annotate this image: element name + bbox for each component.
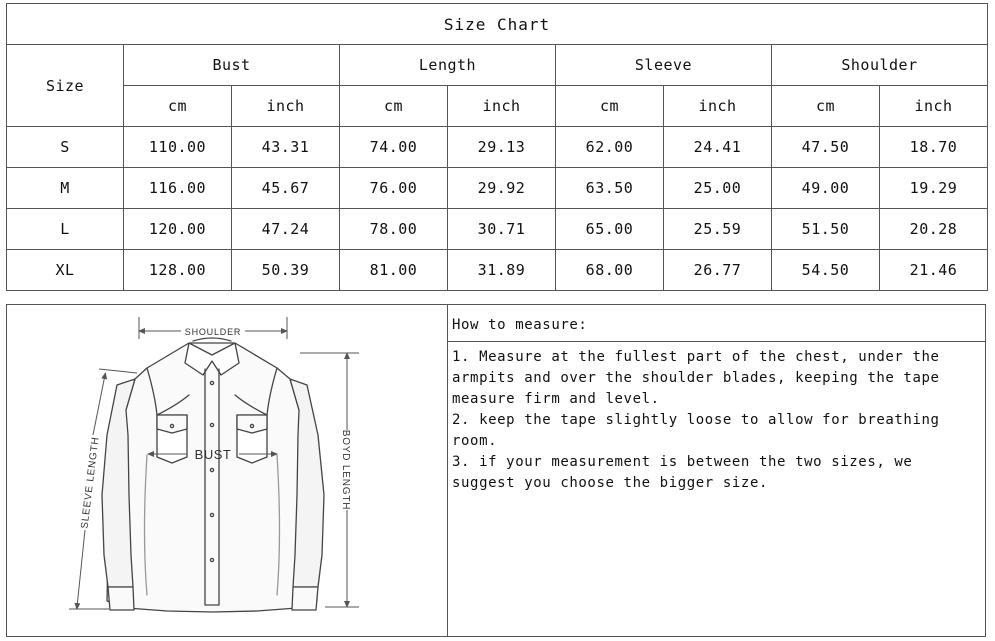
how-to-measure-steps: [448, 342, 985, 636]
table-cell: 20.28: [880, 209, 988, 250]
body-length-label: BOYD LENGTH: [340, 429, 351, 511]
bust-header: Bust: [124, 45, 340, 86]
table-cell: 45.67: [232, 168, 340, 209]
table-cell: 54.50: [772, 250, 880, 291]
size-label: L: [7, 209, 124, 250]
table-cell: 120.00: [124, 209, 232, 250]
table-cell: 76.00: [340, 168, 448, 209]
size-column-header: Size: [7, 45, 124, 127]
table-cell: 63.50: [556, 168, 664, 209]
unit-header: inch: [880, 86, 988, 127]
table-cell: 68.00: [556, 250, 664, 291]
table-cell: 26.77: [664, 250, 772, 291]
table-cell: 62.00: [556, 127, 664, 168]
unit-header: inch: [664, 86, 772, 127]
shirt-body-outline: [107, 343, 317, 612]
table-cell: 47.50: [772, 127, 880, 168]
shirt-drawing: [7, 305, 447, 636]
table-cell: 110.00: [124, 127, 232, 168]
table-cell: 74.00: [340, 127, 448, 168]
size-label: S: [7, 127, 124, 168]
sleeve-length-label: SLEEVE LENGTH: [79, 436, 102, 530]
unit-header: cm: [772, 86, 880, 127]
how-to-measure-title: How to measure:: [448, 305, 985, 342]
unit-header: cm: [124, 86, 232, 127]
bust-label: BUST: [194, 447, 232, 462]
left-cuff: [108, 587, 134, 610]
shirt-illustration: [7, 305, 448, 636]
table-cell: 25.00: [664, 168, 772, 209]
measure-step: 3. if your measurement is between the two sizes, we suggest you choose the bigger size.: [452, 454, 913, 491]
table-row: [7, 168, 988, 209]
table-cell: 24.41: [664, 127, 772, 168]
sleeve-header: Sleeve: [556, 45, 772, 86]
table-cell: 128.00: [124, 250, 232, 291]
table-row: [7, 209, 988, 250]
size-chart-title: Size Chart: [7, 4, 988, 45]
table-cell: 47.24: [232, 209, 340, 250]
shoulder-label: SHOULDER: [184, 327, 242, 337]
table-cell: 43.31: [232, 127, 340, 168]
table-cell: 116.00: [124, 168, 232, 209]
table-cell: 78.00: [340, 209, 448, 250]
size-chart-table: [6, 3, 988, 291]
table-cell: 65.00: [556, 209, 664, 250]
table-cell: 30.71: [448, 209, 556, 250]
table-cell: 81.00: [340, 250, 448, 291]
unit-header: cm: [556, 86, 664, 127]
shoulder-header: Shoulder: [772, 45, 988, 86]
table-cell: 19.29: [880, 168, 988, 209]
sleeve-length-arrow: [93, 375, 105, 435]
table-cell: 21.46: [880, 250, 988, 291]
size-label: XL: [7, 250, 124, 291]
table-cell: 29.13: [448, 127, 556, 168]
measure-step: 2. keep the tape slightly loose to allow for breathing room.: [452, 412, 940, 449]
table-cell: 49.00: [772, 168, 880, 209]
table-cell: 51.50: [772, 209, 880, 250]
table-row: [7, 127, 988, 168]
unit-header: inch: [448, 86, 556, 127]
table-cell: 50.39: [232, 250, 340, 291]
table-cell: 25.59: [664, 209, 772, 250]
measure-step: 1. Measure at the fullest part of the chest, under the armpits and over the shoulder blades, keeping the tape measure firm and level.: [452, 349, 940, 407]
measurement-guide: [6, 304, 986, 637]
unit-header: inch: [232, 86, 340, 127]
table-cell: 18.70: [880, 127, 988, 168]
length-header: Length: [340, 45, 556, 86]
table-cell: 29.92: [448, 168, 556, 209]
table-cell: 31.89: [448, 250, 556, 291]
right-cuff: [292, 587, 318, 610]
size-label: M: [7, 168, 124, 209]
table-row: [7, 250, 988, 291]
unit-header: cm: [340, 86, 448, 127]
